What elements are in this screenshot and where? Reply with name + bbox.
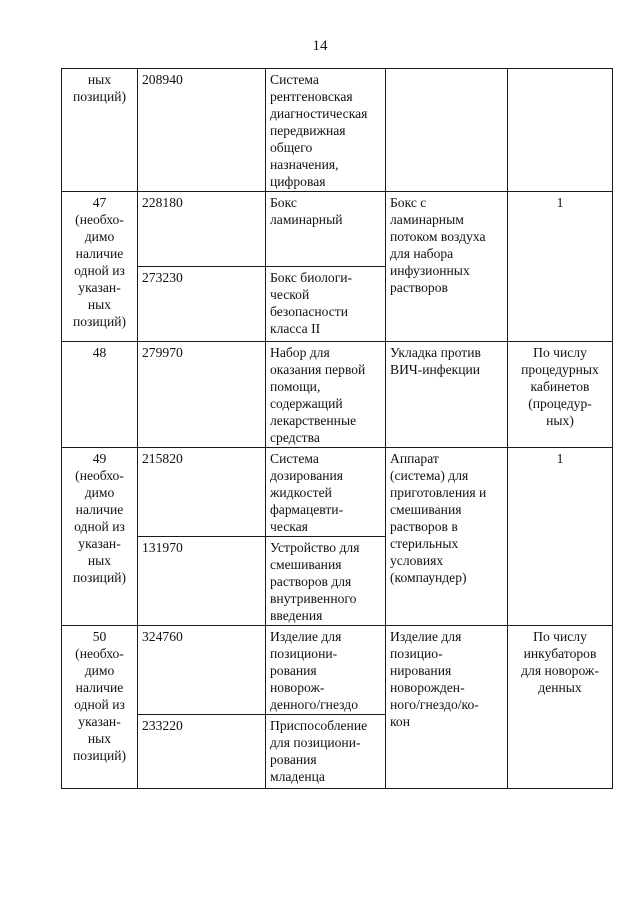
code-cell: 208940 [138, 69, 266, 192]
product-cell: Укладка против ВИЧ-инфекции [386, 342, 508, 448]
product-cell [386, 69, 508, 192]
table-row [62, 69, 613, 192]
device-name-cell: Бокс биологи- ческой безопасности класса II [266, 267, 386, 342]
product-cell: Аппарат (система) для приготовления и смешивания растворов в стерильных условиях (компаундер) [386, 448, 508, 626]
device-name-cell: Устройство для смешивания растворов для внутривенного введения [266, 537, 386, 626]
table-row [62, 448, 613, 537]
device-name-cell: Набор для оказания первой помощи, содержащий лекарственные средства [266, 342, 386, 448]
device-name-cell: Изделие для позициони- рования новорож- денного/гнездо [266, 626, 386, 715]
quantity-cell: 1 [508, 448, 613, 626]
quantity-cell [508, 69, 613, 192]
page-number: 14 [312, 38, 328, 54]
device-name-cell: Приспособление для позициони- рования младенца [266, 715, 386, 789]
product-cell: Бокс с ламинарным потоком воздуха для набора инфузионных растворов [386, 192, 508, 342]
quantity-cell: 1 [508, 192, 613, 342]
code-cell: 131970 [138, 537, 266, 626]
code-cell: 324760 [138, 626, 266, 715]
position-number-cell: 50 (необхо- димо наличие одной из указан- ных позиций) [62, 626, 138, 789]
position-number-cell: 47 (необхо- димо наличие одной из указан- ных позиций) [62, 192, 138, 342]
table-row [62, 342, 613, 448]
product-cell: Изделие для позицио- нирования новорожден- ного/гнездо/ко- кон [386, 626, 508, 789]
code-cell: 233220 [138, 715, 266, 789]
code-cell: 279970 [138, 342, 266, 448]
table-row [62, 626, 613, 715]
device-name-cell: Система рентгеновская диагностическая передвижная общего назначения, цифровая [266, 69, 386, 192]
device-name-cell: Система дозирования жидкостей фармацевти- ческая [266, 448, 386, 537]
quantity-cell: По числу процедурных кабинетов (процедур- ных) [508, 342, 613, 448]
position-number-cell: 48 [62, 342, 138, 448]
equipment-table [61, 68, 613, 789]
code-cell: 215820 [138, 448, 266, 537]
code-cell: 273230 [138, 267, 266, 342]
position-number-cell: 49 (необхо- димо наличие одной из указан- ных позиций) [62, 448, 138, 626]
code-cell: 228180 [138, 192, 266, 267]
position-number-cell: ных позиций) [62, 69, 138, 192]
device-name-cell: Бокс ламинарный [266, 192, 386, 267]
table-row [62, 192, 613, 267]
quantity-cell: По числу инкубаторов для новорож- денных [508, 626, 613, 789]
